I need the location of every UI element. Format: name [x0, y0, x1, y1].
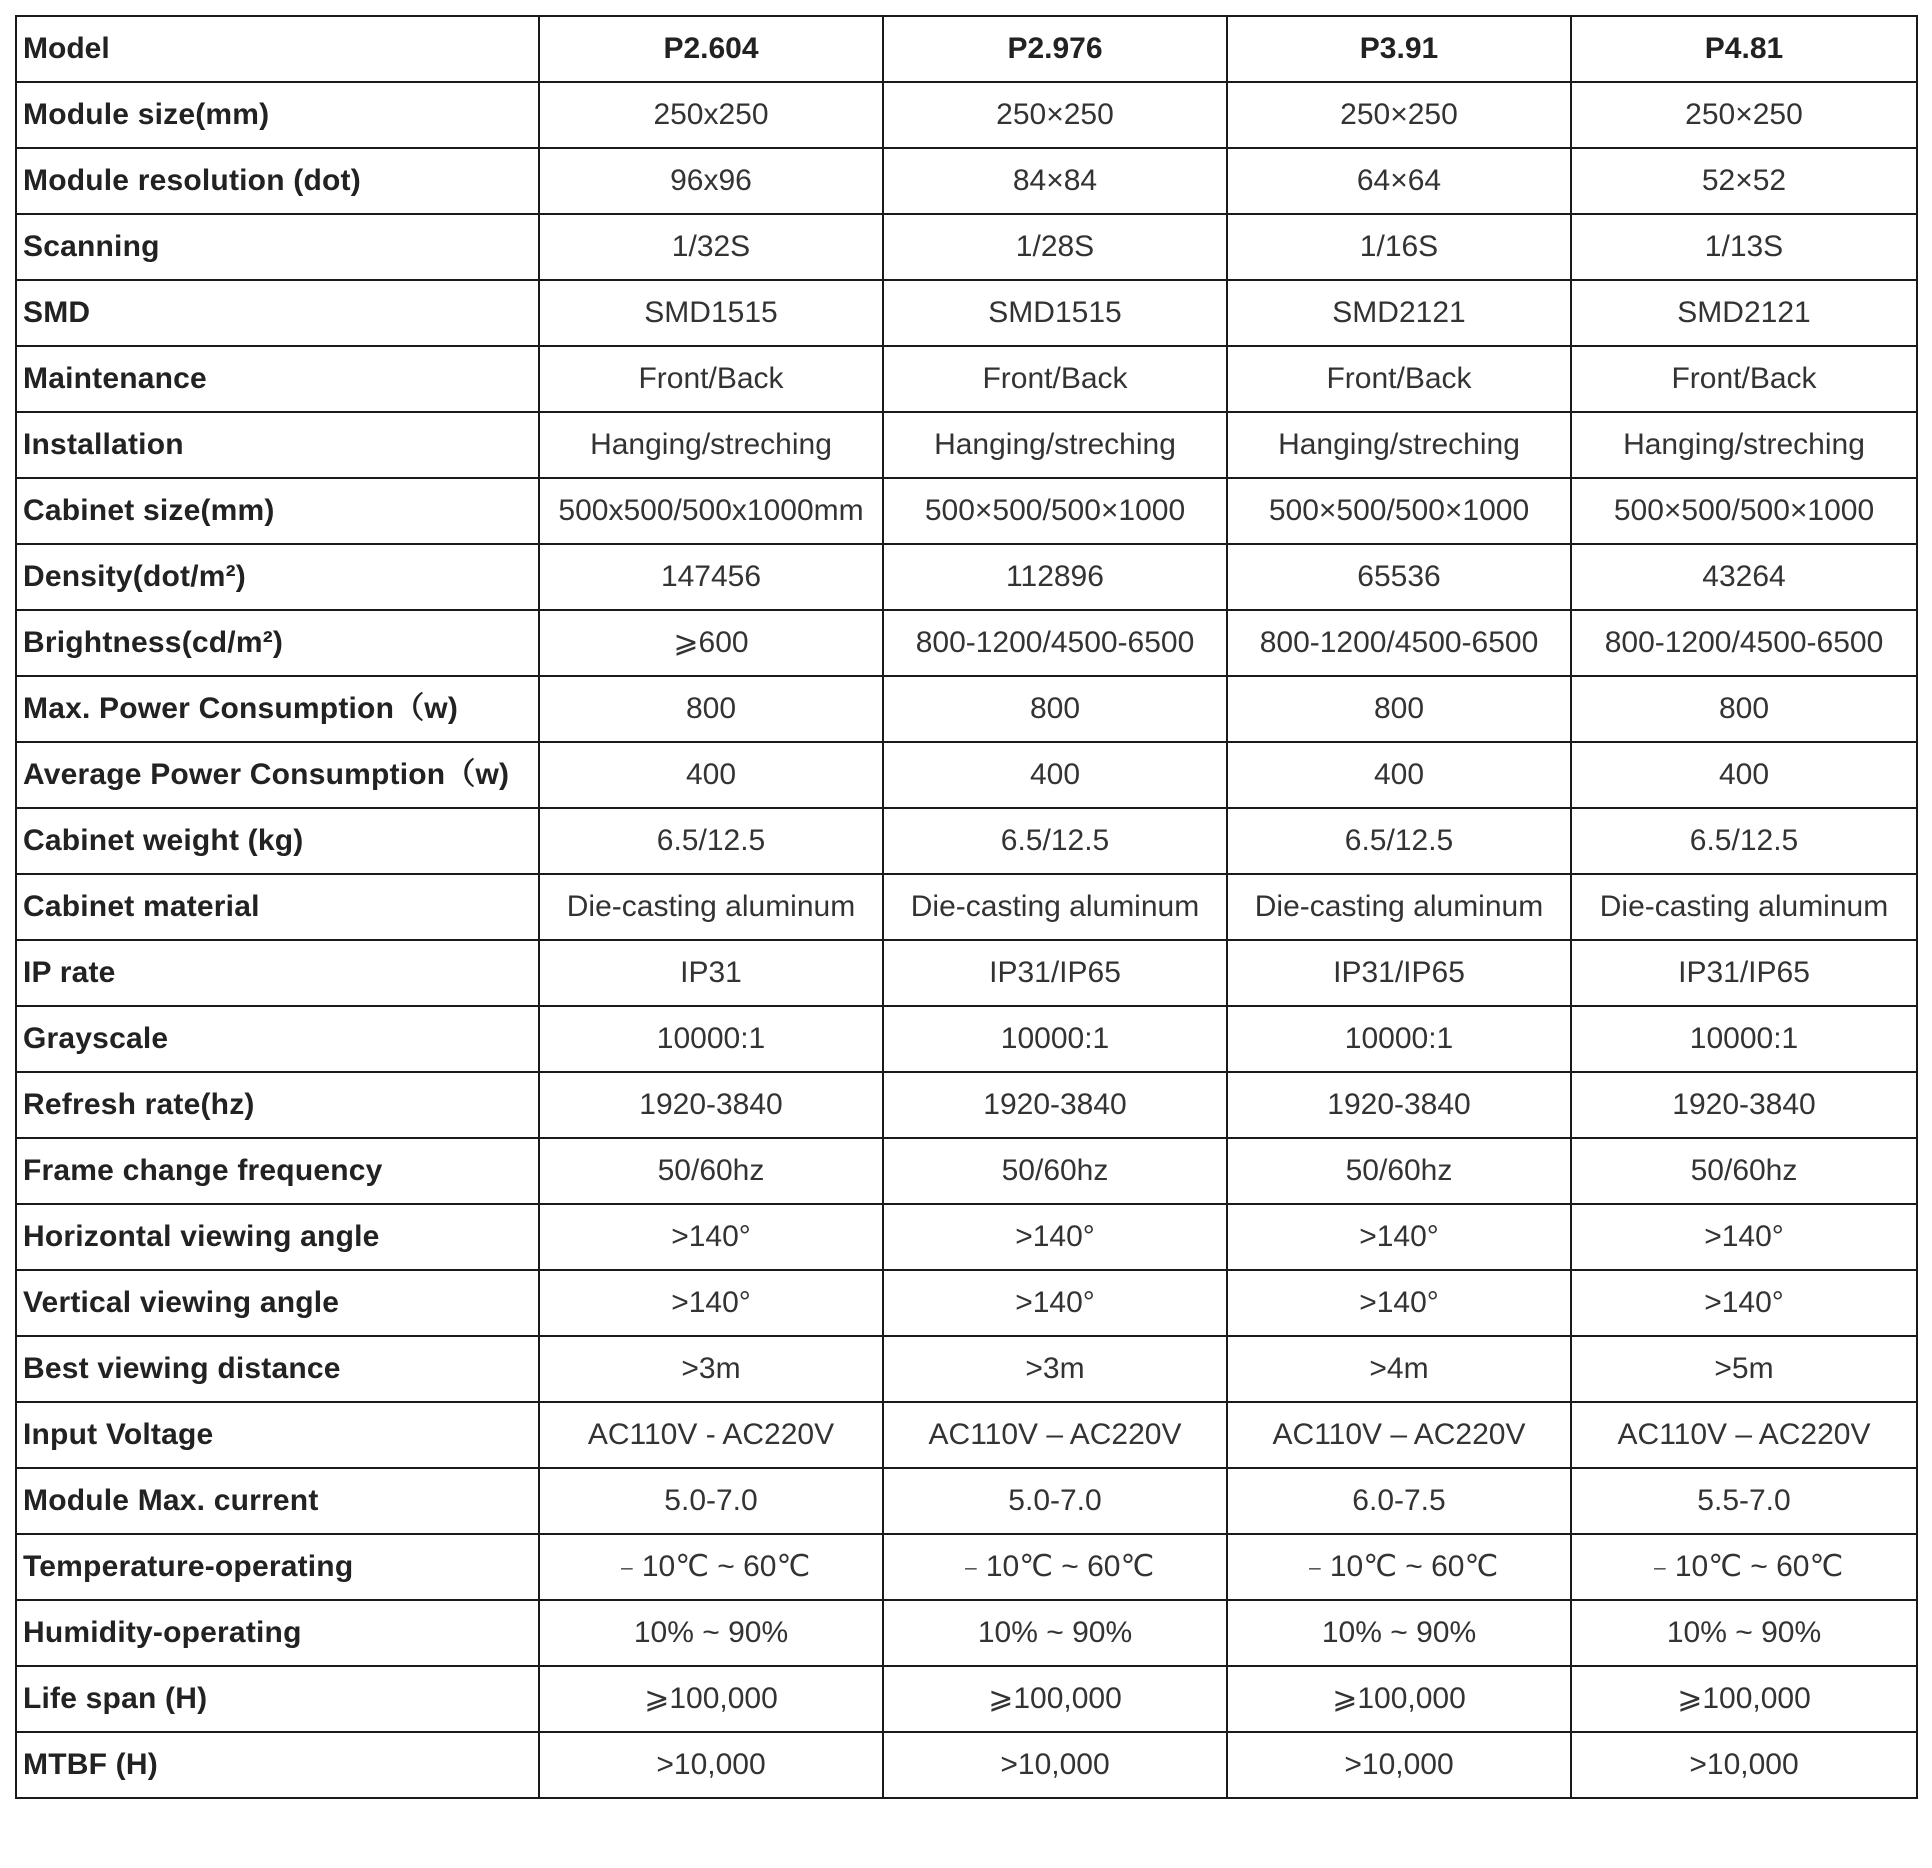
table-row — [16, 1270, 1917, 1336]
value-cell: 43264 — [1571, 544, 1917, 610]
value-cell: 6.5/12.5 — [1227, 808, 1571, 874]
spec-table-body — [16, 82, 1917, 1798]
value-cell: 147456 — [539, 544, 883, 610]
value-cell: 800-1200/4500-6500 — [1571, 610, 1917, 676]
table-row — [16, 1072, 1917, 1138]
table-row — [16, 478, 1917, 544]
value-cell: IP31 — [539, 940, 883, 1006]
value-cell: ⩾100,000 — [539, 1666, 883, 1732]
row-label: SMD — [16, 280, 539, 346]
value-cell: Front/Back — [539, 346, 883, 412]
value-cell: Die-casting aluminum — [1571, 874, 1917, 940]
row-label: Module size(mm) — [16, 82, 539, 148]
table-row — [16, 1336, 1917, 1402]
value-cell: Die-casting aluminum — [883, 874, 1227, 940]
value-cell: 112896 — [883, 544, 1227, 610]
value-cell: 400 — [1571, 742, 1917, 808]
value-cell: 65536 — [1227, 544, 1571, 610]
value-cell: AC110V – AC220V — [1227, 1402, 1571, 1468]
row-label: Horizontal viewing angle — [16, 1204, 539, 1270]
value-cell: >10,000 — [883, 1732, 1227, 1798]
row-label: Brightness(cd/m²) — [16, 610, 539, 676]
value-cell: Front/Back — [1227, 346, 1571, 412]
spec-table — [15, 15, 1918, 1799]
value-cell: 500x500/500x1000mm — [539, 478, 883, 544]
value-cell: IP31/IP65 — [1571, 940, 1917, 1006]
value-cell: >140° — [539, 1270, 883, 1336]
value-cell: 6.5/12.5 — [539, 808, 883, 874]
table-row — [16, 874, 1917, 940]
table-row — [16, 1006, 1917, 1072]
value-cell: 1/32S — [539, 214, 883, 280]
value-cell: 1920-3840 — [1227, 1072, 1571, 1138]
value-cell: 50/60hz — [883, 1138, 1227, 1204]
value-cell: 400 — [1227, 742, 1571, 808]
row-label: Input Voltage — [16, 1402, 539, 1468]
value-cell: 10% ~ 90% — [539, 1600, 883, 1666]
table-row — [16, 412, 1917, 478]
value-cell: 6.0-7.5 — [1227, 1468, 1571, 1534]
value-cell: 250×250 — [1227, 82, 1571, 148]
value-cell: Hanging/streching — [539, 412, 883, 478]
value-cell: AC110V – AC220V — [1571, 1402, 1917, 1468]
value-cell: 800-1200/4500-6500 — [1227, 610, 1571, 676]
row-label: Installation — [16, 412, 539, 478]
value-cell: 250×250 — [1571, 82, 1917, 148]
value-cell: 64×64 — [1227, 148, 1571, 214]
row-label: Refresh rate(hz) — [16, 1072, 539, 1138]
value-cell: 500×500/500×1000 — [883, 478, 1227, 544]
row-label: Max. Power Consumption（w) — [16, 676, 539, 742]
value-cell: SMD2121 — [1227, 280, 1571, 346]
value-cell: 800 — [883, 676, 1227, 742]
value-cell: ﹣10℃ ~ 60℃ — [539, 1534, 883, 1600]
header-cell-model-2: P2.976 — [883, 16, 1227, 82]
value-cell: >3m — [883, 1336, 1227, 1402]
row-label: MTBF (H) — [16, 1732, 539, 1798]
value-cell: 1920-3840 — [883, 1072, 1227, 1138]
row-label: Frame change frequency — [16, 1138, 539, 1204]
value-cell: 10% ~ 90% — [1227, 1600, 1571, 1666]
value-cell: Die-casting aluminum — [1227, 874, 1571, 940]
row-label: Average Power Consumption（w) — [16, 742, 539, 808]
value-cell: >140° — [539, 1204, 883, 1270]
value-cell: >140° — [883, 1270, 1227, 1336]
table-row — [16, 1600, 1917, 1666]
value-cell: 10% ~ 90% — [883, 1600, 1227, 1666]
table-row — [16, 1138, 1917, 1204]
table-row — [16, 1732, 1917, 1798]
value-cell: 50/60hz — [1227, 1138, 1571, 1204]
table-row — [16, 1666, 1917, 1732]
value-cell: IP31/IP65 — [883, 940, 1227, 1006]
value-cell: 500×500/500×1000 — [1571, 478, 1917, 544]
value-cell: SMD2121 — [1571, 280, 1917, 346]
value-cell: 50/60hz — [539, 1138, 883, 1204]
value-cell: 1920-3840 — [539, 1072, 883, 1138]
value-cell: ﹣10℃ ~ 60℃ — [1227, 1534, 1571, 1600]
row-label: Maintenance — [16, 346, 539, 412]
value-cell: Front/Back — [883, 346, 1227, 412]
value-cell: 250x250 — [539, 82, 883, 148]
table-row — [16, 808, 1917, 874]
value-cell: Hanging/streching — [1227, 412, 1571, 478]
value-cell: >3m — [539, 1336, 883, 1402]
table-row — [16, 676, 1917, 742]
row-label: Temperature-operating — [16, 1534, 539, 1600]
value-cell: >140° — [883, 1204, 1227, 1270]
value-cell: 10000:1 — [1571, 1006, 1917, 1072]
value-cell: 400 — [883, 742, 1227, 808]
value-cell: IP31/IP65 — [1227, 940, 1571, 1006]
value-cell: Die-casting aluminum — [539, 874, 883, 940]
value-cell: 6.5/12.5 — [1571, 808, 1917, 874]
value-cell: 800-1200/4500-6500 — [883, 610, 1227, 676]
table-row — [16, 1402, 1917, 1468]
value-cell: SMD1515 — [539, 280, 883, 346]
table-row — [16, 280, 1917, 346]
row-label: Cabinet material — [16, 874, 539, 940]
value-cell: ﹣10℃ ~ 60℃ — [1571, 1534, 1917, 1600]
header-cell-model-1: P2.604 — [539, 16, 883, 82]
value-cell: 1/28S — [883, 214, 1227, 280]
value-cell: >140° — [1227, 1270, 1571, 1336]
value-cell: AC110V – AC220V — [883, 1402, 1227, 1468]
value-cell: 1/13S — [1571, 214, 1917, 280]
table-row — [16, 610, 1917, 676]
row-label: Humidity-operating — [16, 1600, 539, 1666]
row-label: Scanning — [16, 214, 539, 280]
value-cell: >140° — [1571, 1204, 1917, 1270]
row-label: Best viewing distance — [16, 1336, 539, 1402]
value-cell: 10000:1 — [1227, 1006, 1571, 1072]
table-row — [16, 1534, 1917, 1600]
value-cell: 5.0-7.0 — [883, 1468, 1227, 1534]
row-label: Cabinet size(mm) — [16, 478, 539, 544]
value-cell: 10% ~ 90% — [1571, 1600, 1917, 1666]
value-cell: >10,000 — [1227, 1732, 1571, 1798]
value-cell: >10,000 — [1571, 1732, 1917, 1798]
header-row — [16, 16, 1917, 82]
value-cell: ⩾600 — [539, 610, 883, 676]
value-cell: 50/60hz — [1571, 1138, 1917, 1204]
value-cell: >4m — [1227, 1336, 1571, 1402]
value-cell: 800 — [1227, 676, 1571, 742]
header-cell-model-3: P3.91 — [1227, 16, 1571, 82]
value-cell: >140° — [1227, 1204, 1571, 1270]
table-row — [16, 214, 1917, 280]
table-row — [16, 1468, 1917, 1534]
value-cell: 6.5/12.5 — [883, 808, 1227, 874]
value-cell: 800 — [1571, 676, 1917, 742]
value-cell: Hanging/streching — [883, 412, 1227, 478]
row-label: Module Max. current — [16, 1468, 539, 1534]
value-cell: 10000:1 — [539, 1006, 883, 1072]
table-row — [16, 742, 1917, 808]
value-cell: >140° — [1571, 1270, 1917, 1336]
table-row — [16, 148, 1917, 214]
row-label: Module resolution (dot) — [16, 148, 539, 214]
row-label: Vertical viewing angle — [16, 1270, 539, 1336]
value-cell: 250×250 — [883, 82, 1227, 148]
table-row — [16, 544, 1917, 610]
value-cell: 800 — [539, 676, 883, 742]
table-row — [16, 82, 1917, 148]
value-cell: ⩾100,000 — [1227, 1666, 1571, 1732]
value-cell: Front/Back — [1571, 346, 1917, 412]
table-row — [16, 940, 1917, 1006]
row-label: Cabinet weight (kg) — [16, 808, 539, 874]
value-cell: 400 — [539, 742, 883, 808]
value-cell: 1/16S — [1227, 214, 1571, 280]
value-cell: 96x96 — [539, 148, 883, 214]
value-cell: 500×500/500×1000 — [1227, 478, 1571, 544]
header-cell-model-4: P4.81 — [1571, 16, 1917, 82]
header-cell-model: Model — [16, 16, 539, 82]
value-cell: Hanging/streching — [1571, 412, 1917, 478]
value-cell: ﹣10℃ ~ 60℃ — [883, 1534, 1227, 1600]
value-cell: 5.5-7.0 — [1571, 1468, 1917, 1534]
value-cell: >10,000 — [539, 1732, 883, 1798]
row-label: IP rate — [16, 940, 539, 1006]
value-cell: AC110V - AC220V — [539, 1402, 883, 1468]
row-label: Grayscale — [16, 1006, 539, 1072]
value-cell: ⩾100,000 — [883, 1666, 1227, 1732]
value-cell: ⩾100,000 — [1571, 1666, 1917, 1732]
table-row — [16, 1204, 1917, 1270]
value-cell: 5.0-7.0 — [539, 1468, 883, 1534]
table-row — [16, 346, 1917, 412]
value-cell: SMD1515 — [883, 280, 1227, 346]
row-label: Density(dot/m²) — [16, 544, 539, 610]
value-cell: 10000:1 — [883, 1006, 1227, 1072]
value-cell: 52×52 — [1571, 148, 1917, 214]
row-label: Life span (H) — [16, 1666, 539, 1732]
value-cell: >5m — [1571, 1336, 1917, 1402]
value-cell: 1920-3840 — [1571, 1072, 1917, 1138]
value-cell: 84×84 — [883, 148, 1227, 214]
